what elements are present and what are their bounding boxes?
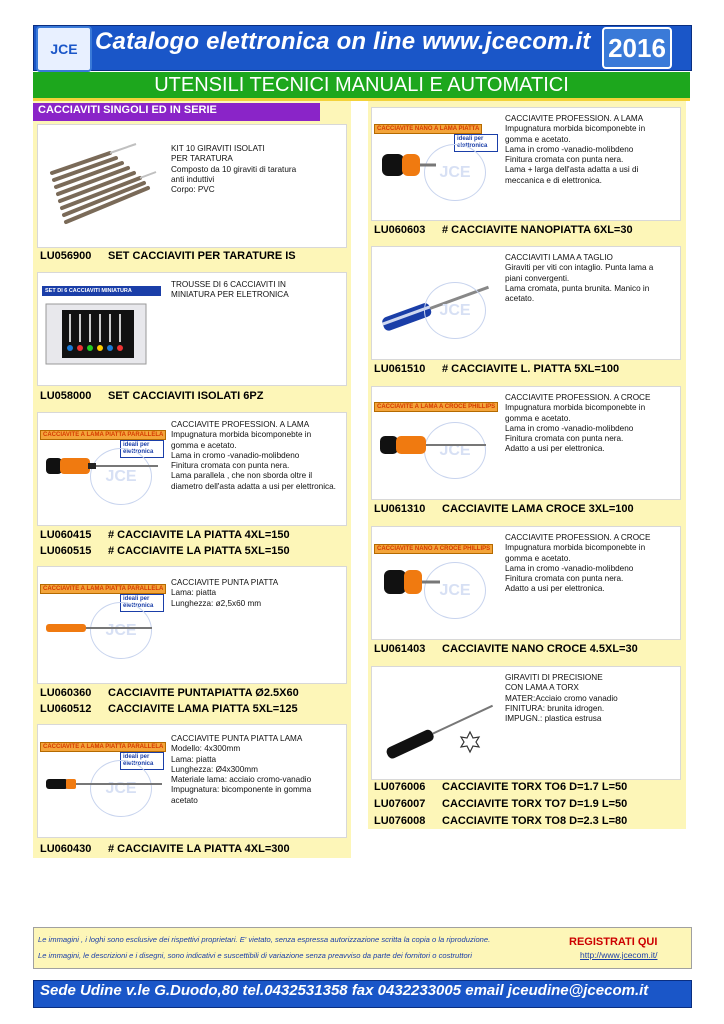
product-banner: CACCIAVITE NANO A CROCE PHILLIPS bbox=[374, 544, 493, 554]
product-code: LU061403 bbox=[374, 643, 426, 655]
product-name: CACCIAVITE TORX TO7 D=1.9 L=50 bbox=[442, 798, 628, 810]
phillips-screwdriver-icon bbox=[374, 428, 499, 478]
product-description: CACCIAVITE PROFESSION. A CROCE Impugnatura morbida bicomponebte in gomma e acetato. Lama in cromo -vanadio-molibdeno Finitura cromata con punta nera. Adatto a usi per elettronica. bbox=[505, 393, 651, 454]
product-code: LU060512 bbox=[40, 703, 92, 715]
ideal-badge: ideali per elettronica bbox=[120, 594, 164, 612]
watermark-logo: JCE bbox=[424, 144, 486, 201]
product-image bbox=[374, 392, 499, 492]
product-description: GIRAVITI DI PRECISIONE CON LAMA A TORX MATER:Acciaio cromo vanadio FINITURA: brunita idrogen. IMPUGN.: plastica estrusa bbox=[505, 673, 618, 724]
ideal-badge: ideali per elettronica bbox=[454, 134, 498, 152]
product-image bbox=[374, 252, 499, 352]
ideal-badge: ideali per elettronica bbox=[120, 752, 164, 770]
product-image bbox=[40, 420, 165, 520]
product-description: KIT 10 GIRAVITI ISOLATI PER TARATURA Composto da 10 giraviti di taratura anti induttivi Corpo: PVC bbox=[171, 144, 297, 195]
watermark-logo: JCE bbox=[424, 562, 486, 619]
product-code: LU060515 bbox=[40, 545, 92, 557]
product-code: LU060430 bbox=[40, 843, 92, 855]
product-image bbox=[374, 672, 499, 772]
register-link[interactable]: http://www.jcecom.it/ bbox=[580, 950, 658, 960]
product-name: CACCIAVITE PUNTAPIATTA Ø2.5X60 bbox=[108, 687, 299, 699]
product-code: LU060360 bbox=[40, 687, 92, 699]
product-image bbox=[40, 128, 160, 238]
product-banner: CACCIAVITE A LAMA PIATTA PARALLELA bbox=[40, 584, 166, 594]
product-description: TROUSSE DI 6 CACCIAVITI IN MINIATURA PER ELETRONICA bbox=[171, 280, 289, 300]
product-name: CACCIAVITE LAMA PIATTA 5XL=125 bbox=[108, 703, 298, 715]
watermark-logo: JCE bbox=[90, 448, 152, 505]
product-banner: CACCIAVITE A LAMA PIATTA PARALLELA bbox=[40, 742, 166, 752]
product-code-line bbox=[374, 503, 634, 515]
product-description: CACCIAVITE PUNTA PIATTA Lama: piatta Lunghezza: ø2,5x60 mm bbox=[171, 578, 279, 608]
product-name: # CACCIAVITE NANOPIATTA 6XL=30 bbox=[442, 224, 633, 236]
product-code: LU058000 bbox=[40, 390, 92, 402]
register-heading: REGISTRATI QUI bbox=[569, 936, 658, 948]
catalog-title: Catalogo elettronica on line www.jcecom.it bbox=[95, 28, 591, 55]
long-screwdriver-icon bbox=[40, 770, 165, 820]
product-code-line bbox=[40, 529, 290, 541]
logo-text: JCE bbox=[50, 41, 78, 57]
product-image bbox=[40, 286, 160, 371]
product-code: LU076007 bbox=[374, 798, 426, 810]
product-code-line bbox=[374, 224, 633, 236]
product-code-line bbox=[40, 687, 299, 699]
product-banner: CACCIAVITE A LAMA A CROCE PHILLIPS bbox=[374, 402, 498, 412]
product-code: LU076008 bbox=[374, 815, 426, 827]
left-subtitle: CACCIAVITI SINGOLI ED IN SERIE bbox=[38, 104, 217, 116]
product-code-line bbox=[40, 250, 296, 262]
nano-phillips-screwdriver-icon bbox=[374, 564, 499, 614]
product-description: CACCIAVITI LAMA A TAGLIO Giraviti per viti con intaglio. Punta lama a piani convergenti. Lama cromata, punta brunita. Manico in acetato. bbox=[505, 253, 654, 304]
product-description: CACCIAVITE PROFESSION. A LAMA Impugnatura morbida bicomponebte in gomma e acetato. Lama in cromo -vanadio-molibdeno Finitura cromata con punta nera. Lama + larga dell'asta adatta a usi di meccanica e di elettronica. bbox=[505, 114, 646, 185]
product-code-line bbox=[40, 545, 290, 557]
section-title: UTENSILI TECNICI MANUALI E AUTOMATICI bbox=[154, 74, 569, 96]
product-image bbox=[40, 574, 165, 674]
product-banner: CACCIAVITE NANO A LAMA PIATTA bbox=[374, 124, 482, 134]
product-name: SET CACCIAVITI PER TARATURE IS bbox=[108, 250, 296, 262]
product-image bbox=[374, 112, 499, 212]
flat-screwdriver-icon bbox=[40, 614, 165, 664]
product-code-line bbox=[374, 781, 627, 793]
product-name: CACCIAVITE TORX TO6 D=1.7 L=50 bbox=[442, 781, 628, 793]
product-banner: CACCIAVITE A LAMA PIATTA PARALLELA bbox=[40, 430, 166, 440]
product-name: SET CACCIAVITI ISOLATI 6PZ bbox=[108, 390, 264, 402]
product-name: CACCIAVITE NANO CROCE 4.5XL=30 bbox=[442, 643, 638, 655]
product-name: CACCIAVITE TORX TO8 D=2.3 L=80 bbox=[442, 815, 628, 827]
product-code-line bbox=[40, 843, 290, 855]
product-code-line bbox=[374, 815, 627, 827]
product-image bbox=[374, 532, 499, 632]
disclaimer-text: Le immagini , i loghi sono esclusive dei rispettivi proprietari. E' vietato, senza espressa autorizzazione scritta la copia o la riproduzione. bbox=[38, 935, 491, 944]
product-code-line bbox=[40, 390, 263, 402]
watermark-logo: JCE bbox=[90, 602, 152, 659]
product-code: LU076006 bbox=[374, 781, 426, 793]
product-code: LU061310 bbox=[374, 503, 426, 515]
set-label: SET DI 6 CACCIAVITI MINIATURA bbox=[42, 286, 161, 296]
product-code-line bbox=[374, 798, 627, 810]
product-name: # CACCIAVITE L. PIATTA 5XL=100 bbox=[442, 363, 620, 375]
product-description: CACCIAVITE PROFESSION. A CROCE Impugnatura morbida bicomponebte in gomma e acetato. Lama in cromo -vanadio-molibdeno Finitura cromata con punta nera. Adatto a usi per elettronica. bbox=[505, 533, 651, 594]
watermark-logo: JCE bbox=[424, 422, 486, 479]
product-description: CACCIAVITE PUNTA PIATTA LAMA Modello: 4x300mm Lama: piatta Lunghezza: Ø4x300mm Materiale lama: acciaio cromo-vanadio Impugnatura: bicomponente in gomma acetato bbox=[171, 734, 312, 805]
product-name: # CACCIAVITE LA PIATTA 4XL=150 bbox=[108, 529, 290, 541]
product-code: LU056900 bbox=[40, 250, 92, 262]
product-name: # CACCIAVITE LA PIATTA 4XL=300 bbox=[108, 843, 290, 855]
ideal-badge: ideali per elettronica bbox=[120, 440, 164, 458]
product-name: # CACCIAVITE LA PIATTA 5XL=150 bbox=[108, 545, 290, 557]
product-code-line bbox=[374, 363, 619, 375]
product-code-line bbox=[40, 703, 298, 715]
product-name: CACCIAVITE LAMA CROCE 3XL=100 bbox=[442, 503, 634, 515]
product-code-line bbox=[374, 643, 638, 655]
product-code: LU060415 bbox=[40, 529, 92, 541]
screwdriver-case-icon bbox=[40, 298, 160, 373]
disclaimer-box bbox=[33, 927, 692, 969]
year-badge: 2016 bbox=[602, 27, 672, 69]
jce-logo bbox=[36, 26, 92, 72]
torx-screwdriver-icon bbox=[374, 672, 499, 772]
product-code: LU061510 bbox=[374, 363, 426, 375]
product-code: LU060603 bbox=[374, 224, 426, 236]
nano-screwdriver-icon bbox=[374, 148, 499, 198]
watermark-logo: JCE bbox=[90, 760, 152, 817]
product-description: CACCIAVITE PROFESSION. A LAMA Impugnatura morbida bicomponebte in gomma e acetato. Lama in cromo -vanadio-molibdeno Finitura cromata con punta nera. Lama parallela , che non sborda oltre il diametro dell'asta adatta a usi per elettronica. bbox=[171, 420, 336, 491]
flat-screwdriver-icon bbox=[40, 452, 165, 512]
watermark-logo: JCE bbox=[424, 282, 486, 339]
screwdriver-kit-icon bbox=[40, 128, 160, 238]
footer-address: Sede Udine v.le G.Duodo,80 tel.0432531358 fax 0432233005 email jceudine@jcecom.it bbox=[40, 982, 649, 999]
disclaimer-text: Le immagini, le descrizioni e i disegni, sono indicativi e suscettibili di variazione senza preavviso da parte dei fornitori o costruttori bbox=[38, 951, 472, 960]
product-image bbox=[40, 730, 165, 830]
